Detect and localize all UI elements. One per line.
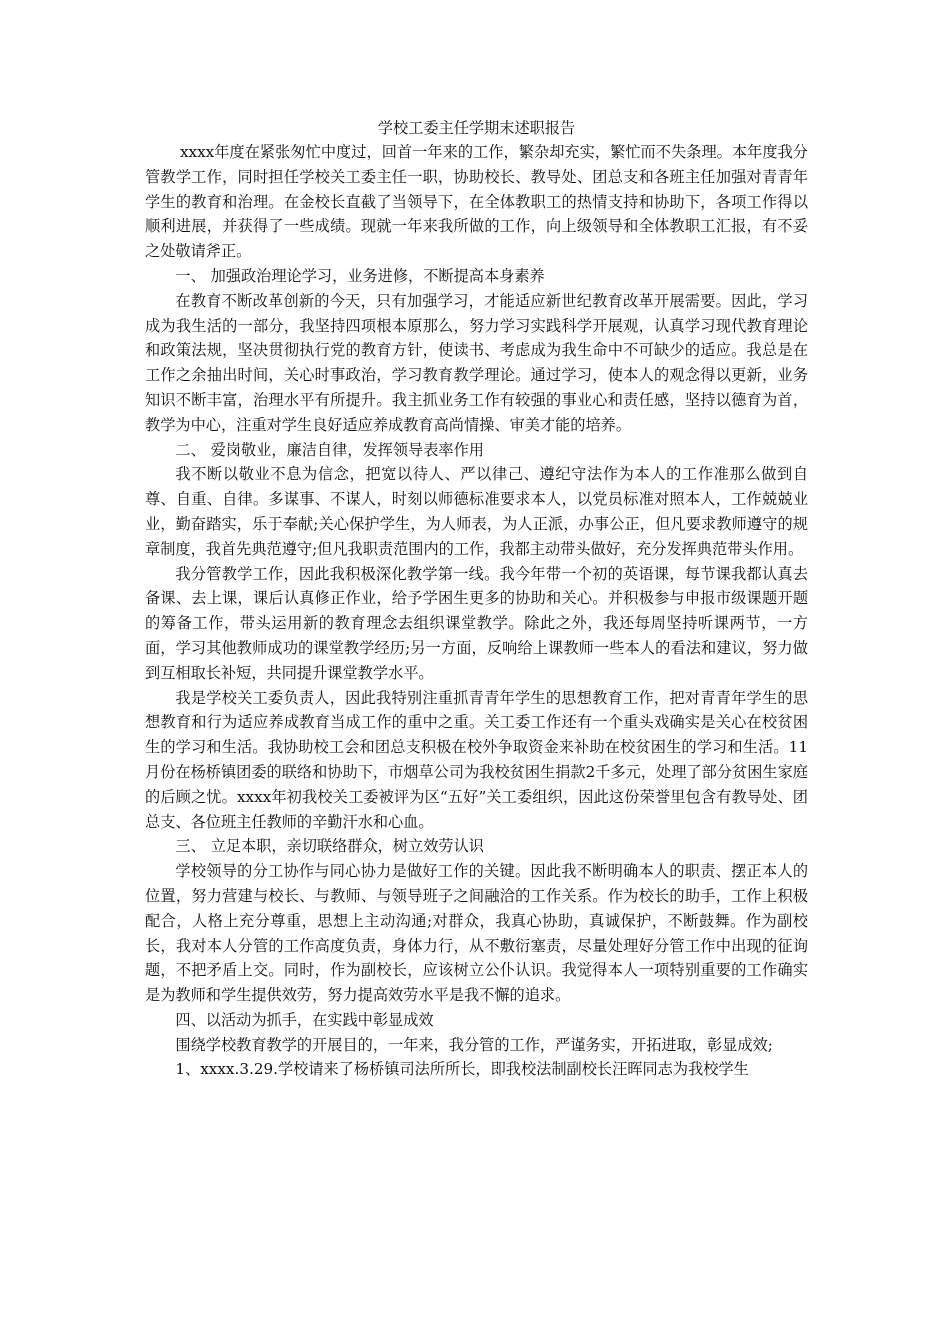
intro-paragraph: xxxx年度在紧张匆忙中度过，回首一年来的工作，繁杂却充实，繁忙而不失条理。本年度我分管教学工作，同时担任学校关工委主任一职，协助校长、教导处、团总支和各班主任加强对青青年学生的教育和治理。在金校长直截了当领导下，在全体教职工的热情支持和协助下，各项工作得以顺利进展，并获得了一些成绩。现就一年来我所做的工作，向上级领导和全体教职工汇报，有不妥之处敬请斧正。: [145, 143, 808, 261]
section-heading-3: 三、 立足本职，亲切联络群众，树立效劳认识: [175, 837, 484, 856]
section-2-paragraph-2: 我分管教学工作，因此我积极深化教学第一线。我今年带一个初的英语课，每节课我都认真去备课、去上课，课后认真修正作业，给予学困生更多的协助和关心。并积极参与申报市级课题开题的筹备工作，带头运用新的教育理念去组织课堂教学。除此之外，我还每周坚持听课两节，一方面，学习其他教师成功的课堂教学经历;另一方面，反响给上课教师一些本人的看法和建议，努力做到互相取长补短，共同提升课堂教学水平。: [145, 564, 808, 682]
section-2-paragraph-1: 我不断以敬业不息为信念，把宽以待人、严以律己、遵纪守法作为本人的工作准那么做到自尊、自重、自律。多谋事、不谋人，时刻以师德标准要求本人，以党员标准对照本人，工作兢兢业业，勤奋踏实，乐于奉献;关心保护学生，为人师表，为人正派，办事公正，但凡要求教师遵守的规章制度，我首先典范遵守;但凡我职责范围内的工作，我都主动带头做好，充分发挥典范带头作用。: [145, 465, 808, 558]
section-2-paragraph-3: 我是学校关工委负责人，因此我特别注重抓青青年学生的思想教育工作，把对青青年学生的思想教育和行为适应养成教育当成工作的重中之重。关工委工作还有一个重头戏确实是关心在校贫困生的学习和生活。我协助校工会和团总支积极在校外争取资金来补助在校贫困生的学习和生活。11月份在杨桥镇团委的联络和协助下，市烟草公司为我校贫困生捐款2千多元，处理了部分贫困生家庭的后顾之忧。xxxx年初我校关工委被评为区“五好”关工委组织，因此这份荣誉里包含有教导处、团总支、各位班主任教师的辛勤汗水和心血。: [145, 688, 808, 831]
section-3-paragraph: 学校领导的分工协作与同心协力是做好工作的关键。因此我不断明确本人的职责、摆正本人的位置，努力营建与校长、与教师、与领导班子之间融洽的工作关系。作为校长的助手，工作上积极配合，人格上充分尊重，思想上主动沟通;对群众，我真心协助，真诚保护，不断鼓舞。作为副校长，我对本人分管的工作高度负责，身体力行，从不敷衍塞责，尽量处理好分管工作中出现的征询题，不把矛盾上交。同时，作为副校长，应该树立公仆认识。我觉得本人一项特别重要的工作确实是为教师和学生提供效劳，努力提高效劳水平是我不懈的追求。: [145, 862, 808, 1005]
section-heading-1: 一、 加强政治理论学习，业务进修，不断提高本身素养: [175, 266, 545, 285]
section-heading-4: 四、以活动为抓手，在实践中彰显成效: [175, 1010, 434, 1029]
section-4-item-1: 1、xxxx.3.29.学校请来了杨桥镇司法所所长，即我校法制副校长汪晖同志为我校学生: [175, 1060, 749, 1079]
section-4-paragraph: 围绕学校教育教学的开展目的，一年来，我分管的工作，严谨务实，开拓进取，彰显成效;: [175, 1035, 773, 1054]
section-1-paragraph: 在教育不断改革创新的今天，只有加强学习，才能适应新世纪教育改革开展需要。因此，学习成为我生活的一部分，我坚持四项根本原那么，努力学习实践科学开展观，认真学习现代教育理论和政策法规，坚决贯彻执行党的教育方针，使读书、考虑成为我生命中不可缺少的适应。我总是在工作之余抽出时间，关心时事政治，学习教育教学理论。通过学习，使本人的观念得以更新，业务知识不断丰富，治理水平有所提升。我主抓业务工作有较强的事业心和责任感，坚持以德育为首，教学为中心，注重对学生良好适应养成教育高尚情操、审美才能的培养。: [145, 291, 808, 434]
section-heading-2: 二、 爱岗敬业，廉洁自律，发挥领导表率作用: [175, 440, 484, 459]
document-page: [145, 116, 808, 1082]
document-title: 学校工委主任学期末述职报告: [377, 119, 576, 137]
